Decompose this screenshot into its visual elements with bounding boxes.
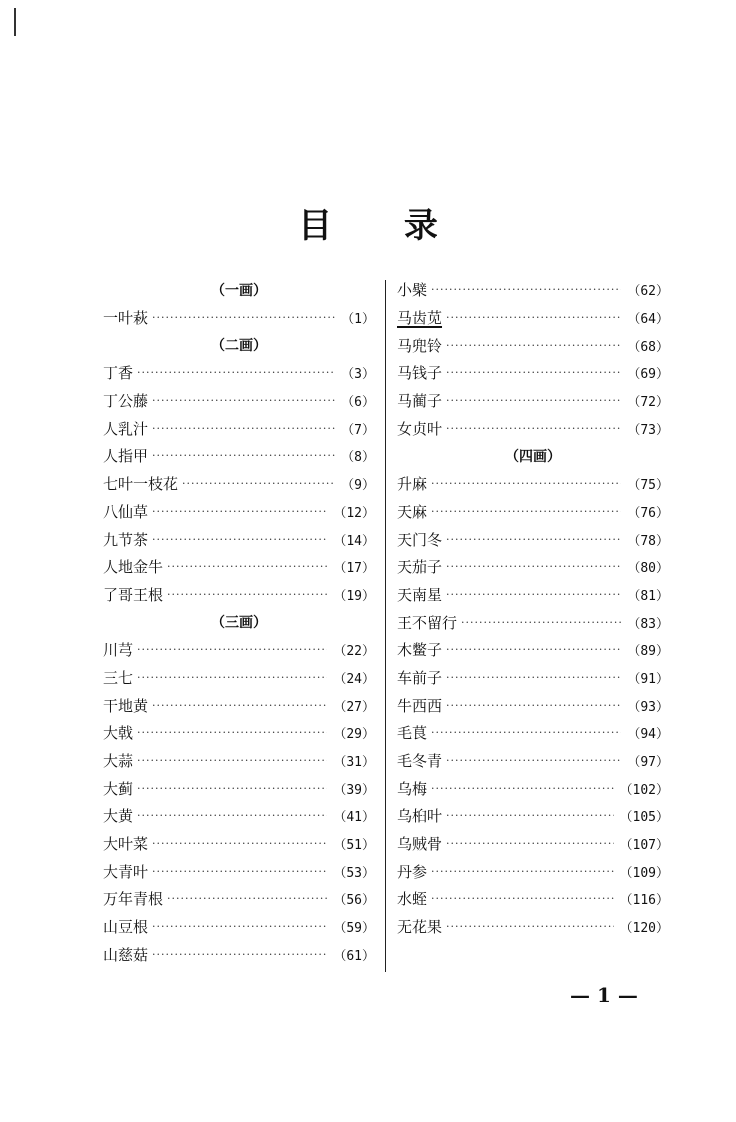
toc-entry[interactable]: [103, 498, 375, 526]
entry-name: 大青叶: [103, 862, 149, 881]
dot-leader: [446, 533, 621, 546]
toc-entry[interactable]: [103, 414, 375, 442]
entry-page: （102）: [619, 782, 669, 798]
dot-leader: [152, 948, 327, 961]
entry-page: （69）: [627, 367, 669, 383]
toc-entry[interactable]: [397, 525, 669, 553]
dot-leader: [446, 560, 621, 573]
entry-name: 大蓟: [103, 779, 134, 798]
toc-entry[interactable]: [397, 304, 669, 332]
toc-entry[interactable]: [397, 331, 669, 359]
dot-leader: [446, 394, 621, 407]
entry-page: （91）: [627, 671, 669, 687]
entry-page: （3）: [341, 367, 375, 383]
toc-entry[interactable]: [397, 581, 669, 609]
dot-leader: [152, 837, 327, 850]
dot-leader: [431, 505, 621, 518]
entry-name: 乌贼骨: [397, 835, 443, 854]
entry-name: 天茄子: [397, 558, 443, 577]
entry-page: （64）: [627, 312, 669, 328]
entry-name: 八仙草: [103, 502, 149, 521]
toc-entry[interactable]: [397, 802, 669, 830]
entry-name: 人乳汁: [103, 419, 149, 438]
entry-page: （27）: [333, 699, 375, 715]
dot-leader: [152, 449, 335, 462]
entry-page: （22）: [333, 644, 375, 660]
entry-name: 女贞叶: [397, 419, 443, 438]
entry-page: （61）: [333, 948, 375, 964]
dot-leader: [152, 505, 327, 518]
entry-page: （81）: [627, 588, 669, 604]
toc-entry[interactable]: [397, 857, 669, 885]
entry-name: 天麻: [397, 502, 428, 521]
entry-page: （56）: [333, 893, 375, 909]
toc-entry[interactable]: [103, 664, 375, 692]
entry-page: （97）: [627, 755, 669, 771]
dot-leader: [446, 754, 621, 767]
entry-name: 车前子: [397, 668, 443, 687]
toc-entry[interactable]: [103, 774, 375, 802]
entry-name: 木鳖子: [397, 641, 443, 660]
entry-page: （116）: [619, 893, 669, 909]
dot-leader: [446, 366, 621, 379]
entry-page: （17）: [333, 561, 375, 577]
dot-leader: [152, 920, 327, 933]
toc-entry[interactable]: [103, 747, 375, 775]
dot-leader: [446, 809, 614, 822]
entry-name: 升麻: [397, 475, 428, 494]
entry-page: （7）: [341, 422, 375, 438]
entry-page: （83）: [627, 616, 669, 632]
page-title: [0, 198, 736, 247]
dot-leader: [152, 699, 327, 712]
entry-page: （51）: [333, 838, 375, 854]
toc-entry[interactable]: [397, 691, 669, 719]
stroke-count-heading: （一画）: [211, 282, 267, 299]
entry-name: 三七: [103, 668, 134, 687]
entry-page: （14）: [333, 533, 375, 549]
toc-entry[interactable]: [397, 359, 669, 387]
entry-page: （73）: [627, 422, 669, 438]
dot-leader: [446, 671, 621, 684]
entry-page: （6）: [341, 395, 375, 411]
entry-page: （109）: [619, 865, 669, 881]
entry-page: （62）: [627, 284, 669, 300]
toc-entry[interactable]: [397, 664, 669, 692]
dot-leader: [167, 892, 327, 905]
dot-leader: [137, 782, 327, 795]
entry-name: 丁公藤: [103, 392, 149, 411]
toc-entry[interactable]: [103, 359, 375, 387]
entry-page: （9）: [341, 478, 375, 494]
toc-entry[interactable]: [103, 691, 375, 719]
toc-entry[interactable]: [103, 387, 375, 415]
entry-page: （105）: [619, 810, 669, 826]
entry-page: （24）: [333, 671, 375, 687]
toc-entry[interactable]: [397, 470, 669, 498]
entry-page: （1）: [341, 312, 375, 328]
dot-leader: [137, 809, 327, 822]
entry-page: （75）: [627, 478, 669, 494]
entry-name: 乌桕叶: [397, 807, 443, 826]
entry-page: （41）: [333, 810, 375, 826]
dot-leader: [446, 588, 621, 601]
entry-page: （107）: [619, 838, 669, 854]
dot-leader: [182, 477, 335, 490]
entry-page: （53）: [333, 865, 375, 881]
entry-page: （12）: [333, 505, 375, 521]
toc-column-right: [397, 276, 669, 941]
dot-leader: [446, 699, 621, 712]
dot-leader: [431, 892, 614, 905]
dot-leader: [137, 726, 327, 739]
entry-page: （72）: [627, 395, 669, 411]
toc-entry[interactable]: [103, 581, 375, 609]
toc-entry[interactable]: [103, 525, 375, 553]
stroke-count-heading: （二画）: [211, 338, 267, 355]
entry-name: 马齿苋: [397, 309, 443, 328]
entry-page: （31）: [333, 755, 375, 771]
toc-column-left: [103, 276, 375, 968]
entry-page: （89）: [627, 644, 669, 660]
entry-name: 马蔺子: [397, 392, 443, 411]
toc-entry[interactable]: [103, 470, 375, 498]
dot-leader: [431, 283, 621, 296]
entry-name: 人地金牛: [103, 558, 164, 577]
entry-name: 马兜铃: [397, 336, 443, 355]
toc-entry[interactable]: [103, 913, 375, 941]
entry-name: 大黄: [103, 807, 134, 826]
dot-leader: [152, 311, 335, 324]
entry-name: 人指甲: [103, 447, 149, 466]
dot-leader: [431, 726, 621, 739]
toc-entry[interactable]: [103, 553, 375, 581]
column-divider: [385, 280, 386, 972]
entry-name: 川芎: [103, 641, 134, 660]
toc-entry[interactable]: [103, 442, 375, 470]
dot-leader: [431, 865, 614, 878]
entry-name: 牛西西: [397, 696, 443, 715]
entry-name: 山豆根: [103, 918, 149, 937]
entry-name: 干地黄: [103, 696, 149, 715]
toc-entry[interactable]: [397, 276, 669, 304]
entry-name: 大蒜: [103, 752, 134, 771]
dot-leader: [152, 422, 335, 435]
page-number: — 1 —: [570, 983, 638, 1007]
dot-leader: [446, 920, 614, 933]
entry-name: 小檗: [397, 281, 428, 300]
toc-entry[interactable]: [103, 830, 375, 858]
dot-leader: [137, 643, 327, 656]
entry-name: 大戟: [103, 724, 134, 743]
entry-page: （68）: [627, 339, 669, 355]
entry-name: 九节茶: [103, 530, 149, 549]
dot-leader: [446, 422, 621, 435]
toc-entry[interactable]: [397, 387, 669, 415]
toc-entry[interactable]: [397, 830, 669, 858]
dot-leader: [431, 782, 614, 795]
toc-entry[interactable]: [397, 913, 669, 941]
toc-entry[interactable]: [103, 857, 375, 885]
entry-page: （76）: [627, 505, 669, 521]
entry-name: 毛冬青: [397, 752, 443, 771]
stroke-count-heading: （三画）: [211, 615, 267, 632]
dot-leader: [152, 533, 327, 546]
entry-page: （120）: [619, 921, 669, 937]
dot-leader: [152, 865, 327, 878]
dot-leader: [431, 477, 621, 490]
dot-leader: [446, 643, 621, 656]
dot-leader: [446, 339, 621, 352]
entry-name: 一叶萩: [103, 309, 149, 328]
dot-leader: [137, 754, 327, 767]
entry-page: （80）: [627, 561, 669, 577]
dot-leader: [446, 311, 621, 324]
entry-page: （8）: [341, 450, 375, 466]
entry-page: （19）: [333, 588, 375, 604]
toc-entry[interactable]: [397, 414, 669, 442]
toc-entry[interactable]: [103, 802, 375, 830]
dot-leader: [167, 588, 327, 601]
entry-page: （39）: [333, 782, 375, 798]
toc-entry[interactable]: [397, 747, 669, 775]
entry-name: 无花果: [397, 918, 443, 937]
entry-page: （93）: [627, 699, 669, 715]
dot-leader: [137, 671, 327, 684]
toc-entry[interactable]: [397, 774, 669, 802]
entry-name: 了哥王根: [103, 585, 164, 604]
entry-page: （78）: [627, 533, 669, 549]
entry-name: 大叶菜: [103, 835, 149, 854]
toc-entry[interactable]: [103, 636, 375, 664]
toc-entry[interactable]: [397, 608, 669, 636]
entry-page: （29）: [333, 727, 375, 743]
dot-leader: [167, 560, 327, 573]
entry-name: 天门冬: [397, 530, 443, 549]
toc-entry[interactable]: [397, 553, 669, 581]
scan-artifact: [14, 8, 16, 36]
entry-name: 七叶一枝花: [103, 475, 179, 494]
entry-name: 王不留行: [397, 613, 458, 632]
toc-entry[interactable]: [397, 636, 669, 664]
title-char: 目: [298, 206, 333, 246]
dot-leader: [461, 616, 621, 629]
dot-leader: [137, 366, 335, 379]
dot-leader: [446, 837, 614, 850]
toc-entry[interactable]: [103, 941, 375, 969]
entry-name: 丁香: [103, 364, 134, 383]
entry-page: （59）: [333, 921, 375, 937]
toc-entry[interactable]: [397, 498, 669, 526]
dot-leader: [152, 394, 335, 407]
toc-entry[interactable]: [103, 885, 375, 913]
entry-name: 乌梅: [397, 779, 428, 798]
entry-name: 天南星: [397, 585, 443, 604]
entry-page: （94）: [627, 727, 669, 743]
entry-name: 水蛭: [397, 890, 428, 909]
entry-name: 毛茛: [397, 724, 428, 743]
stroke-count-heading: （四画）: [505, 448, 561, 465]
entry-name: 万年青根: [103, 890, 164, 909]
entry-name: 马钱子: [397, 364, 443, 383]
title-char: 录: [403, 206, 438, 246]
entry-name: 山慈菇: [103, 945, 149, 964]
entry-name: 丹参: [397, 862, 428, 881]
toc-entry[interactable]: [397, 719, 669, 747]
toc-entry[interactable]: [103, 304, 375, 332]
toc-entry[interactable]: [397, 885, 669, 913]
toc-entry[interactable]: [103, 719, 375, 747]
